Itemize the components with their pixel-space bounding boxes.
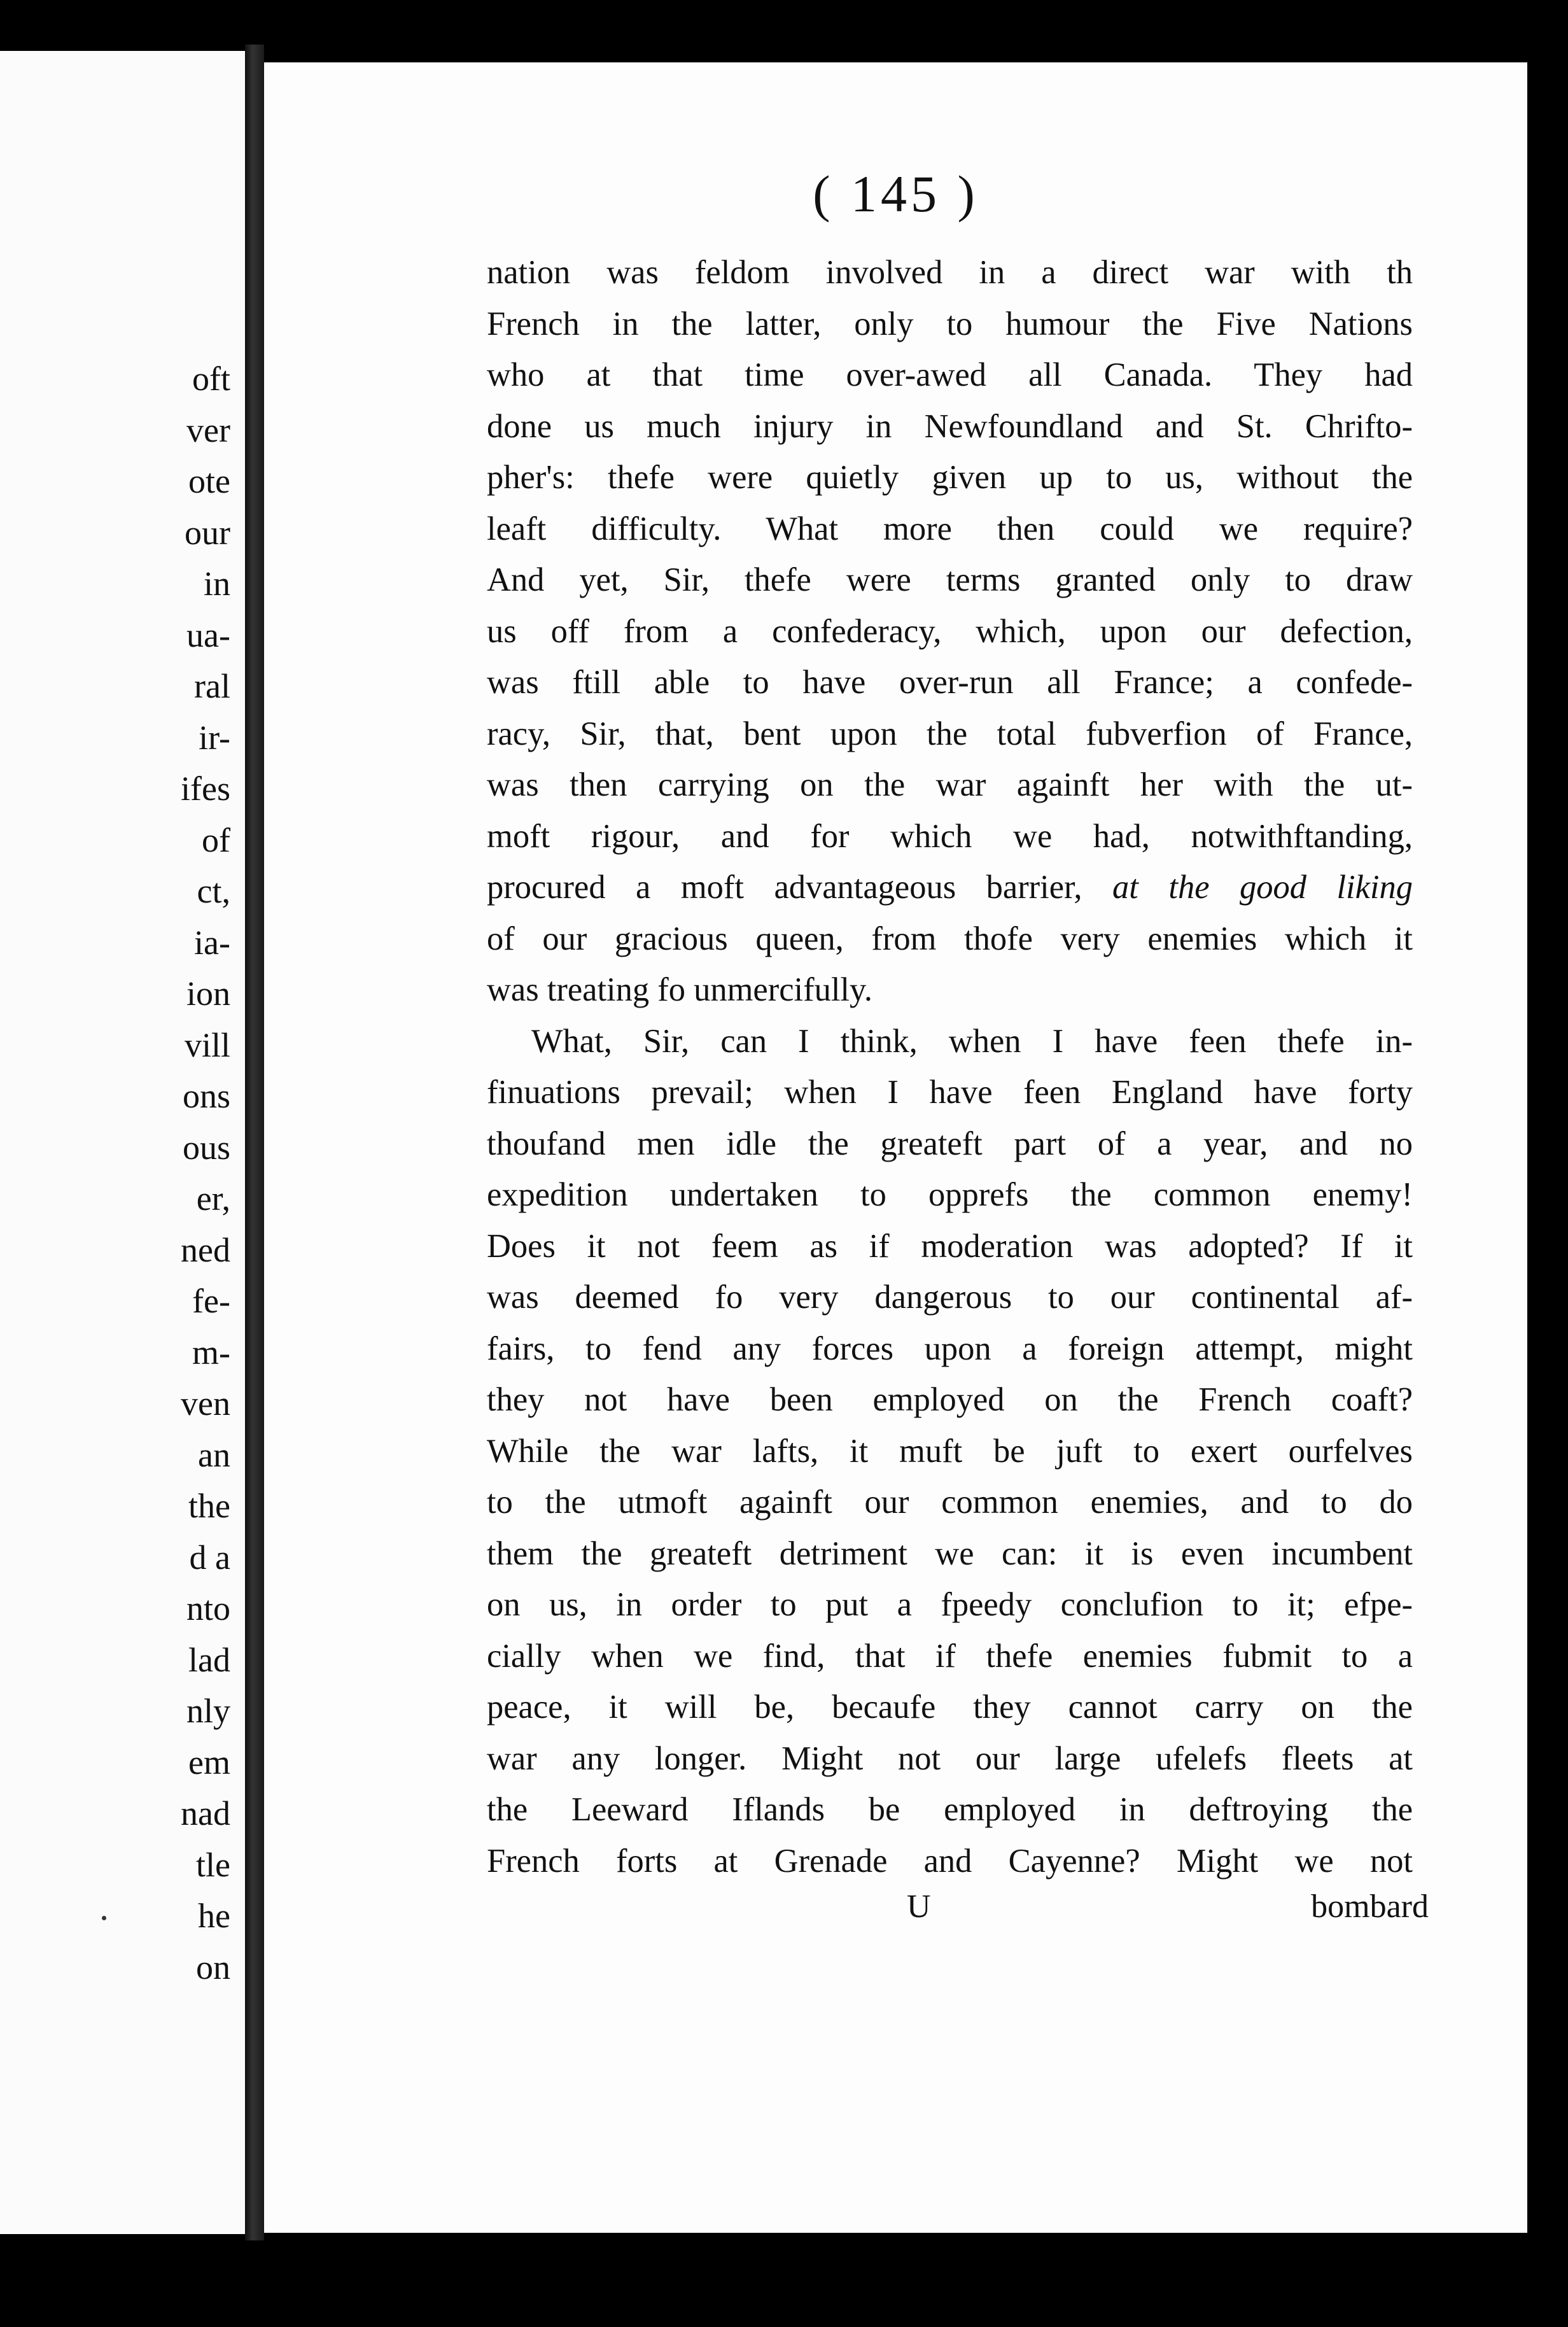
text-line: leaft difficulty. What more then could we require? [487, 510, 1413, 547]
left-page-fragment: in [203, 565, 230, 603]
text-line: French in the latter, only to humour the Five Nations [487, 305, 1413, 342]
text-line: on us, in order to put a fpeedy conclufion to it; efpe- [487, 1586, 1413, 1623]
text-line: of our gracious queen, from thofe very enemies which it [487, 920, 1413, 957]
text-line: us off from a confederacy, which, upon our defection, [487, 612, 1413, 650]
left-page-fragment: ral [194, 667, 230, 705]
text-line: the Leeward Iflands be employed in deftroying the [487, 1791, 1413, 1828]
left-page-fragment: nto [186, 1589, 230, 1627]
text-line: What, Sir, can I think, when I have feen thefe in- [531, 1022, 1413, 1060]
left-page-fragment: ct, [197, 872, 230, 910]
text-line: racy, Sir, that, bent upon the total fubverfion of France, [487, 715, 1413, 752]
left-page-fragment: fe- [192, 1282, 230, 1320]
left-page-fragment: lad [188, 1640, 230, 1679]
ink-speck [102, 1916, 106, 1920]
left-page-fragment: an [198, 1435, 230, 1474]
text-line: cially when we find, that if thefe enemies fubmit to a [487, 1637, 1413, 1675]
page-number: ( 145 ) [813, 165, 979, 223]
book-gutter [245, 45, 264, 2240]
text-line: was treating fo unmercifully. [487, 971, 872, 1008]
text-line: was deemed fo very dangerous to our continental af- [487, 1279, 1413, 1316]
left-page-fragment: m- [192, 1333, 230, 1372]
text-line-with-italic [487, 862, 1413, 913]
text-line: French forts at Grenade and Cayenne? Might we not [487, 1842, 1413, 1880]
left-page-fragment: nad [181, 1794, 230, 1832]
left-page-fragment: ote [188, 462, 230, 500]
left-page-fragment: nly [186, 1692, 230, 1730]
text-line: to the utmoft againft our common enemies, and to do [487, 1484, 1413, 1521]
text-line: done us much injury in Newfoundland and St. Chrifto- [487, 407, 1413, 445]
text-line: war any longer. Might not our large ufelefs fleets at [487, 1740, 1413, 1777]
text-line: was then carrying on the war againft her with the ut- [487, 766, 1413, 803]
text-line: fairs, to fend any forces upon a foreign attempt, might [487, 1330, 1413, 1367]
text-line: While the war lafts, it muft be juft to exert ourfelves [487, 1432, 1413, 1470]
signature-mark: U [907, 1888, 931, 1925]
text-line: who at that time over-awed all Canada. They had [487, 356, 1413, 393]
text-line: peace, it will be, becaufe they cannot carry on the [487, 1689, 1413, 1726]
left-page-fragment: ir- [199, 718, 230, 757]
left-page-fragment: vill [184, 1025, 230, 1064]
left-page-fragment: ver [186, 411, 230, 449]
left-page-fragment: ven [181, 1384, 230, 1423]
text-line: finuations prevail; when I have feen England have forty [487, 1074, 1413, 1111]
left-page-fragment: ifes [181, 770, 230, 808]
text-line: they not have been employed on the French coaft? [487, 1381, 1413, 1418]
page-footer [487, 1888, 1429, 1945]
left-page-fragment: er, [196, 1179, 230, 1218]
left-page-fragment: ned [181, 1230, 230, 1269]
body-text [487, 247, 1413, 1887]
text-line: thoufand men idle the greateft part of a year, and no [487, 1125, 1413, 1162]
right-page [264, 62, 1527, 2233]
left-page-fragment: ua- [186, 615, 230, 654]
text-line: was ftill able to have over-run all France; a confede- [487, 664, 1413, 701]
left-page-fragment: ons [182, 1077, 230, 1115]
left-page-fragment: ion [186, 974, 230, 1013]
text-line: expedition undertaken to opprefs the common enemy! [487, 1176, 1413, 1213]
left-page-fragment: on [196, 1948, 230, 1986]
left-page-fragment: d a [189, 1538, 230, 1577]
left-page-fragment: ous [182, 1128, 230, 1167]
text-line: pher's: thefe were quietly given up to us, without the [487, 459, 1413, 496]
text-line: moft rigour, and for which we had, notwithftanding, [487, 817, 1413, 855]
left-page-fragment: the [188, 1487, 230, 1525]
text-line: them the greateft detriment we can: it is even incumbent [487, 1535, 1413, 1572]
left-page-fragment: em [188, 1743, 230, 1782]
catchword: bombard [1311, 1888, 1429, 1925]
text-line: And yet, Sir, thefe were terms granted only to draw [487, 561, 1413, 598]
left-page [0, 51, 245, 2234]
text-line: nation was feldom involved in a direct war with th [487, 254, 1413, 291]
left-page-fragment: tle [196, 1845, 230, 1884]
left-page-fragment: ia- [194, 923, 230, 962]
text-segment: procured a moft advantageous barrier, [487, 869, 1082, 906]
left-page-fragment: our [185, 513, 230, 552]
left-page-fragment: he [198, 1897, 230, 1935]
italic-phrase: at the good liking [1112, 869, 1413, 906]
left-page-fragment: oft [192, 360, 230, 398]
left-page-fragment: of [202, 820, 230, 859]
text-line: Does it not feem as if moderation was adopted? If it [487, 1227, 1413, 1265]
